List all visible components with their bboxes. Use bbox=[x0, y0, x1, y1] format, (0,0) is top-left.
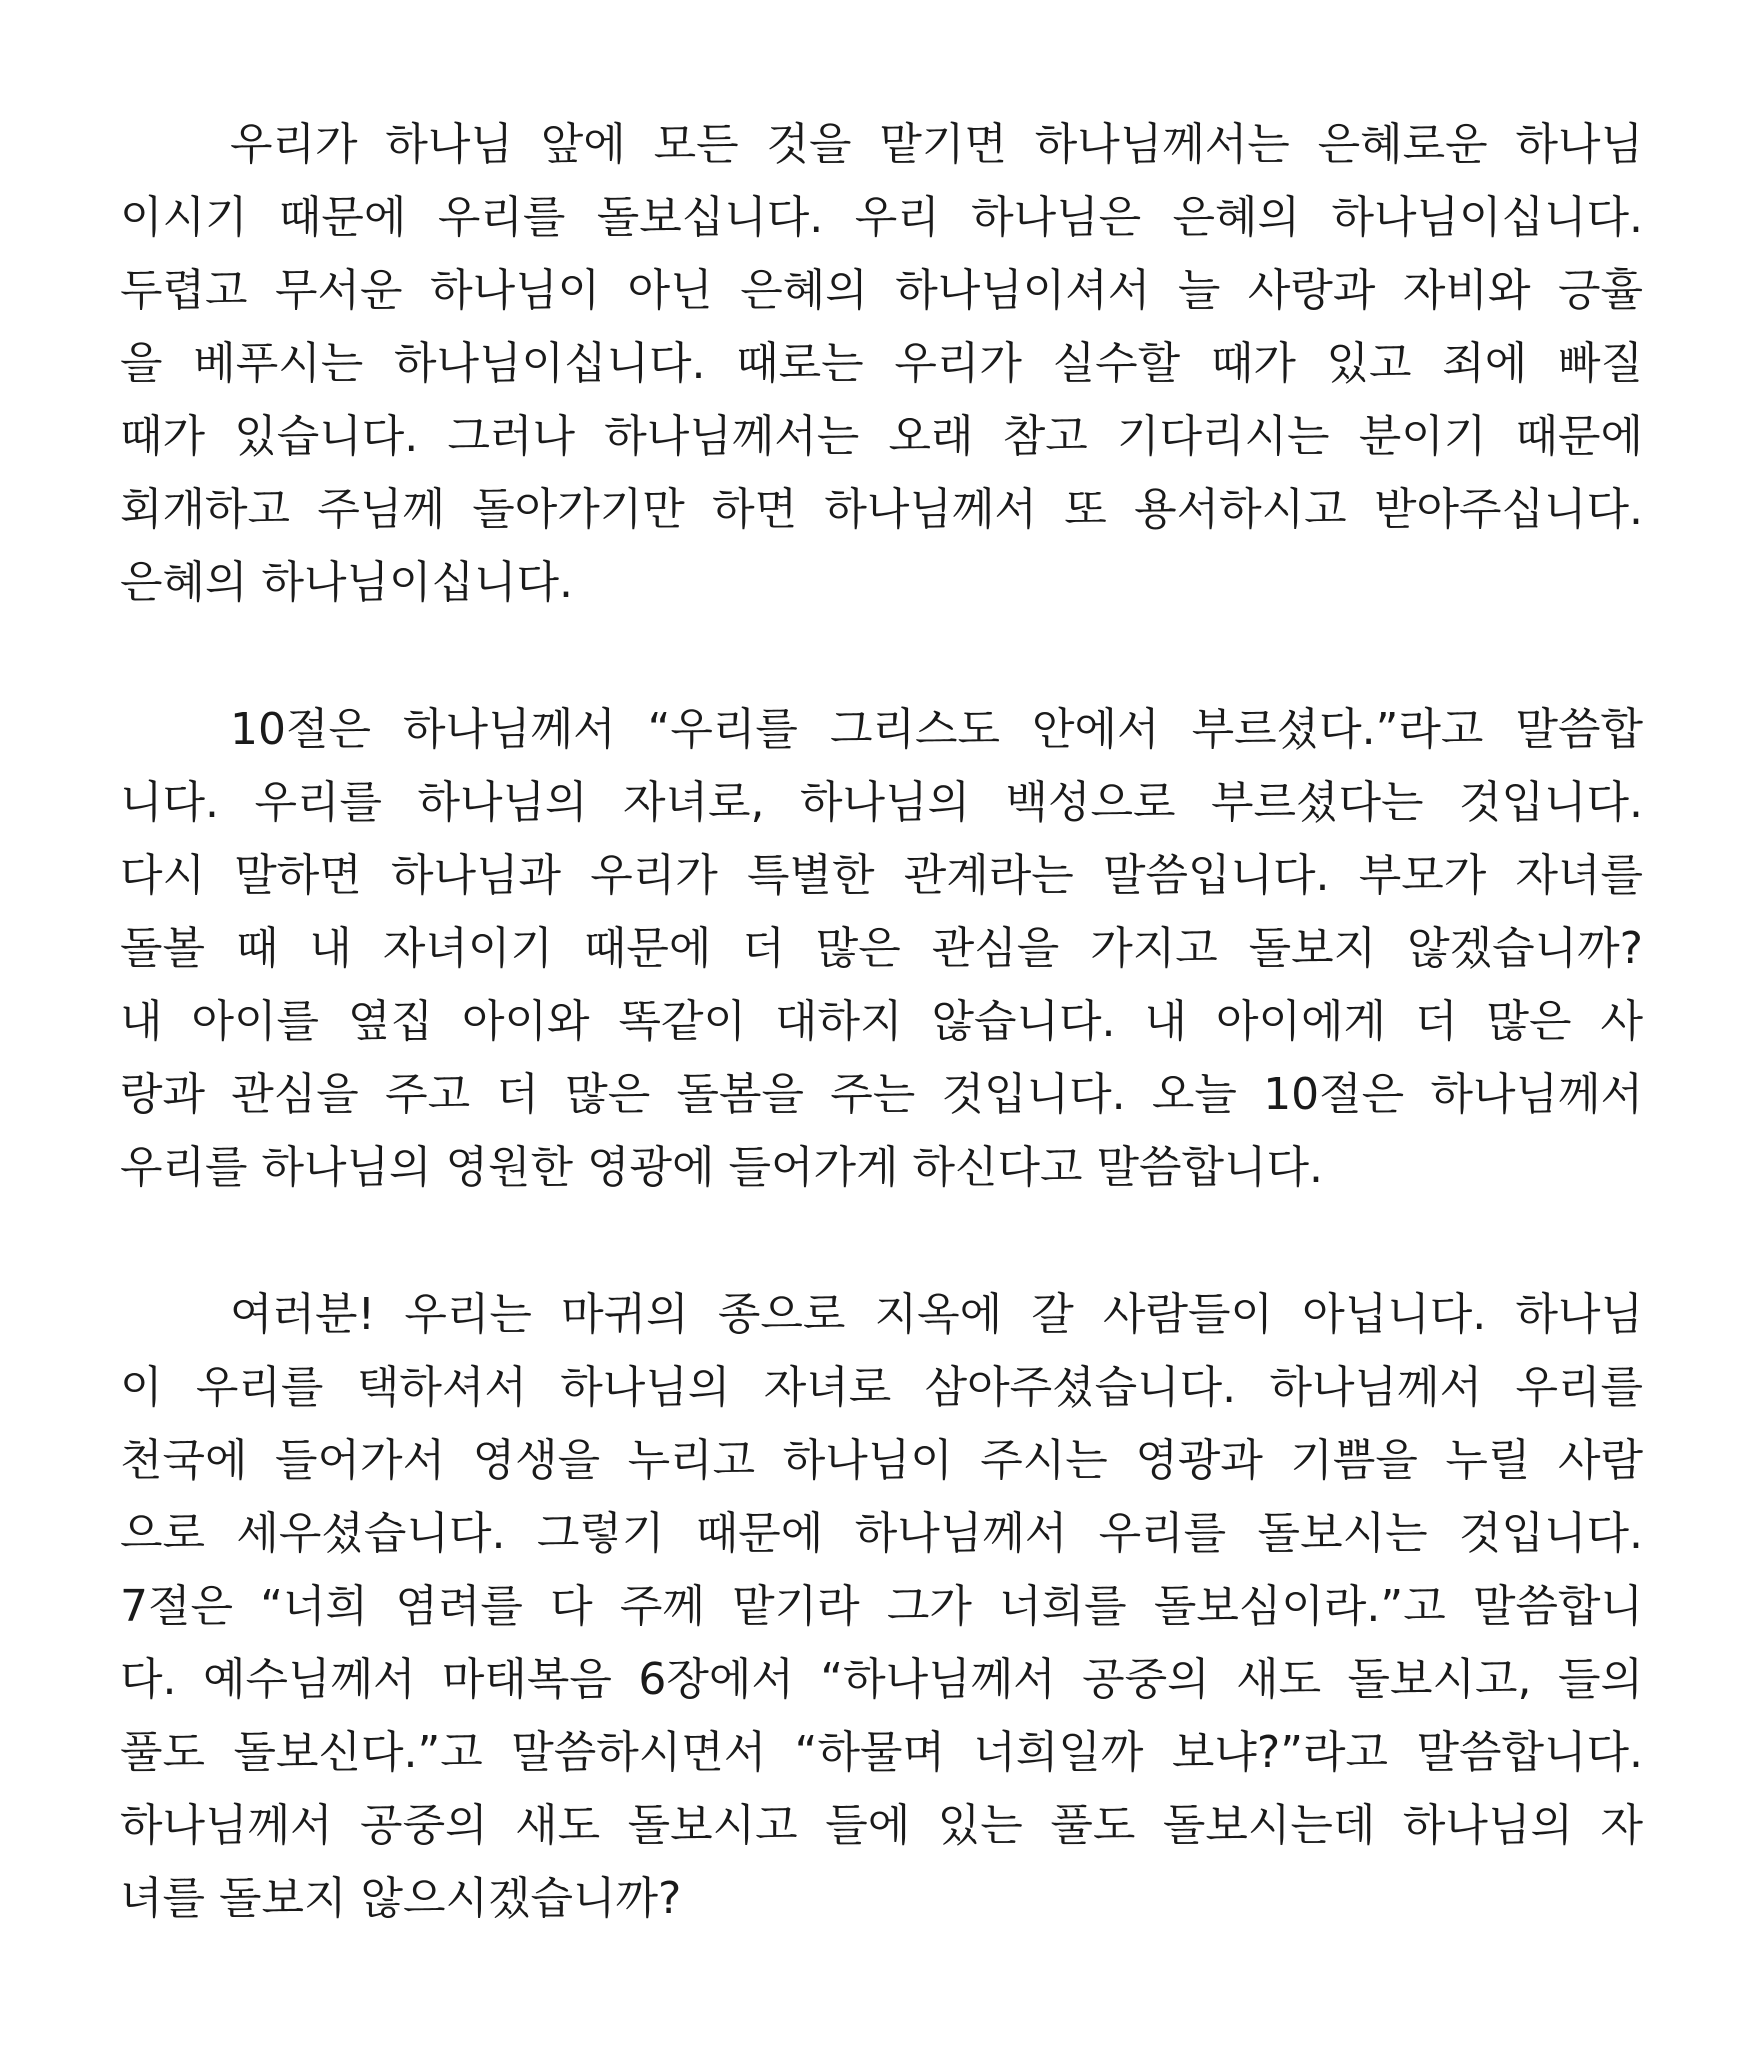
text-line: 두렵고 무서운 하나님이 아닌 은혜의 하나님이셔서 늘 사랑과 자비와 긍휼 bbox=[120, 265, 1643, 316]
text-line: 돌볼 때 내 자녀이기 때문에 더 많은 관심을 가지고 돌보지 않겠습니까? bbox=[120, 923, 1643, 974]
text-line: 내 아이를 옆집 아이와 똑같이 대하지 않습니다. 내 아이에게 더 많은 사 bbox=[120, 996, 1643, 1047]
text-line: 니다. 우리를 하나님의 자녀로, 하나님의 백성으로 부르셨다는 것입니다. bbox=[120, 777, 1643, 828]
paragraph-2 bbox=[120, 693, 1643, 1204]
text-line: 을 베푸시는 하나님이십니다. 때로는 우리가 실수할 때가 있고 죄에 빠질 bbox=[120, 338, 1643, 389]
text-line: 으로 세우셨습니다. 그렇기 때문에 하나님께서 우리를 돌보시는 것입니다. bbox=[120, 1508, 1643, 1559]
paragraph-1 bbox=[120, 108, 1643, 619]
text-line: 우리가 하나님 앞에 모든 것을 맡기면 하나님께서는 은혜로운 하나님 bbox=[230, 119, 1643, 170]
text-line: 다시 말하면 하나님과 우리가 특별한 관계라는 말씀입니다. 부모가 자녀를 bbox=[120, 850, 1643, 901]
text-line: 랑과 관심을 주고 더 많은 돌봄을 주는 것입니다. 오늘 10절은 하나님께서 bbox=[120, 1069, 1643, 1120]
document-page bbox=[120, 108, 1643, 2009]
text-line: 여러분! 우리는 마귀의 종으로 지옥에 갈 사람들이 아닙니다. 하나님 bbox=[230, 1289, 1643, 1340]
text-line: 이 우리를 택하셔서 하나님의 자녀로 삼아주셨습니다. 하나님께서 우리를 bbox=[120, 1362, 1643, 1413]
text-line: 회개하고 주님께 돌아가기만 하면 하나님께서 또 용서하시고 받아주십니다. bbox=[120, 484, 1643, 535]
text-line: 다. 예수님께서 마태복음 6장에서 “하나님께서 공중의 새도 돌보시고, 들의 bbox=[120, 1654, 1643, 1705]
text-line: 천국에 들어가서 영생을 누리고 하나님이 주시는 영광과 기쁨을 누릴 사람 bbox=[120, 1435, 1643, 1486]
text-line: 이시기 때문에 우리를 돌보십니다. 우리 하나님은 은혜의 하나님이십니다. bbox=[120, 192, 1643, 243]
text-line: 우리를 하나님의 영원한 영광에 들어가게 하신다고 말씀합니다. bbox=[120, 1142, 1324, 1193]
text-line: 때가 있습니다. 그러나 하나님께서는 오래 참고 기다리시는 분이기 때문에 bbox=[120, 411, 1643, 462]
text-line: 10절은 하나님께서 “우리를 그리스도 안에서 부르셨다.”라고 말씀합 bbox=[230, 704, 1643, 755]
paragraph-3 bbox=[120, 1278, 1643, 1935]
text-line: 하나님께서 공중의 새도 돌보시고 들에 있는 풀도 돌보시는데 하나님의 자 bbox=[120, 1800, 1643, 1851]
text-line: 풀도 돌보신다.”고 말씀하시면서 “하물며 너희일까 보냐?”라고 말씀합니다. bbox=[120, 1727, 1643, 1778]
text-line: 7절은 “너희 염려를 다 주께 맡기라 그가 너희를 돌보심이라.”고 말씀합니 bbox=[120, 1581, 1643, 1632]
text-line: 녀를 돌보지 않으시겠습니까? bbox=[120, 1873, 682, 1924]
text-line: 은혜의 하나님이십니다. bbox=[120, 557, 574, 608]
